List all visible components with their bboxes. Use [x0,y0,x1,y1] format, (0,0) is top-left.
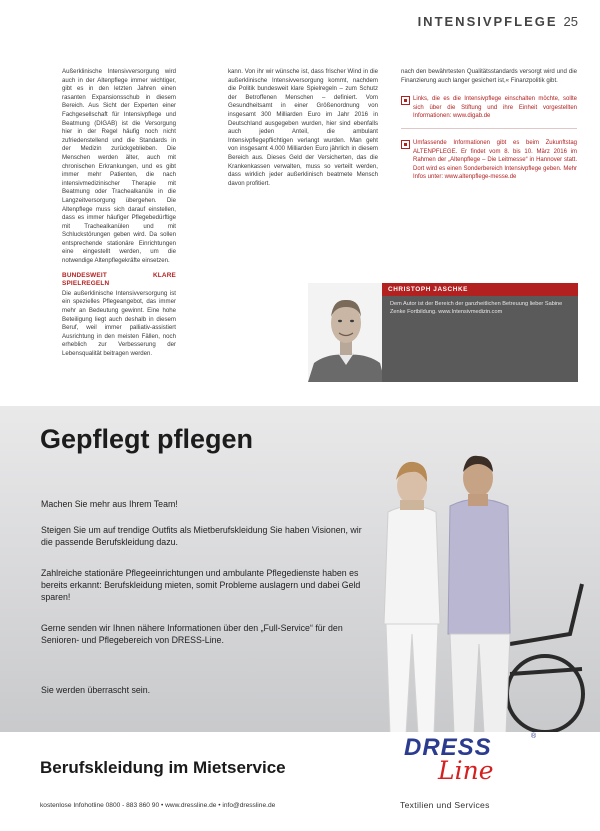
article-paragraph: nach den bewährtesten Qualitätsstandards versorgt wird und die Finanzierung auch langer gesichert ist,« Finanzpolitik gibt. [401,68,577,84]
ad-footer [0,732,600,831]
article-paragraph: Die außerklinische Intensivversorgung ist ein spezielles Pflegeangebot, das immer mehr an Bedeutung gewinnt. Eine hohe Beteiligung liegt auch deshalb in diesem Beruf, weil immer palliativ-assistiert Ausrichtung in den meisten Fällen, noch erheblich zur Verbesserung der Lebensqualität beitragen werden. [62,289,176,357]
dressline-logo [404,732,544,796]
article-subhead: BUNDESWEIT KLARE SPIELREGELN [62,271,176,288]
info-note-text: Links, die es die Intensivpflege einschalten möchte, sollte sich über die Stiftung und ihre Einheit vorgestellten Informationen: www.digab.de [413,96,577,119]
section-title: INTENSIVPFLEGE [417,14,558,29]
article-column-2 [228,68,378,190]
info-note-messe [401,139,577,181]
logo-dress-text: DRESS [404,734,492,761]
page-header [418,14,578,29]
ad-title: Gepflegt pflegen [40,424,254,454]
logo-tagline: Textilien und Services [400,800,490,810]
info-box-icon [401,96,410,105]
article-paragraph: kann. Von ihr wir wünsche ist, dass frischer Wind in die außerklinische Intensivversorgung kommt, nachdem die Politik bundesweit klare Spielregeln – zum Schutz der Betroffenen Menschen – definiert. Vom Gesundheitsamt in einer Größenordnung von insgesamt 300 Milliarden Euro im Jahr 2016 in Deutschland ausgegeben wurden, hier sind ebenfalls auch jeden Anteil, die ambulant Intensivpflegepflichtigen verlangt wurden. Man geht von insgesamt 4.000 Milliarden Euro jährlich in diesem Bereich aus. Dieses Geld der Versicherten, das die Krankenkassen verwalten, muss so verteilt werden, dass wirklich jeder außerklinisch beatmete Mensch davon profitiert. [228,68,378,187]
ad-photo-nurses [360,434,600,734]
article-paragraph: Außerklinische Intensivversorgung wird auch in der Altenpflege immer wichtiger, gibt es in den letzten Jahren einen rasanten Expansionsschub in diesem Bereich. Aus Sicht der Experten einer Fachgesellschaft für Intensivpflege und Beatmung (DIGAB) ist die Versorgung hier in der Regel häufig noch nicht zufriedenstellend und die Standards in der Medizin zurückgeblieben. Die Menschen werden älter, auch mit chronischen Erkrankungen, und es gibt immer mehr Patienten, die nach intensivmedizinischer Therapie mit Beatmung oder Trachealkanüle in die Langzeitversorgung übergehen. Die Altenpflege muss sich darauf einstellen, dass es immer häufiger Pflegebedürftige mit Trachealkanülen und mit Schluckstörungen geben wird. Da sollen entsprechende stationäre Einrichtungen eine eingestellt werden, um die notwendige Altenpflegekräfte einsetzen. [62,68,176,265]
registered-mark: ® [531,733,537,740]
page-number: 25 [563,14,578,29]
author-box [382,283,578,382]
author-portrait [308,283,385,382]
ad-paragraph: Steigen Sie um auf trendige Outfits als Mietberufskleidung Sie haben Visionen, wir die passende Berufskleidung dazu. [41,525,362,547]
ad-paragraph: Machen Sie mehr aus Ihrem Team! [41,499,178,509]
article-column-3 [401,68,577,181]
article-column-1 [62,68,176,361]
ad-contact: kostenlose Infohotline 0800 - 883 860 90 • www.dressline.de • info@dressline.de [40,802,276,809]
ad-slogan: Berufskleidung im Mietservice [40,758,286,777]
ad-paragraph: Zahlreiche stationäre Pflegeeinrichtungen und ambulante Pflegedienste haben es bereits erkannt: Berufskleidung mieten, somit Probleme auslagern und dabei Geld sparen! [41,568,361,602]
logo-line-text: Line [438,756,494,785]
ad-paragraph: Sie werden überrascht sein. [41,685,151,695]
author-bio: Dem Autor ist der Bereich der ganzheitlichen Betreuung lieber Sabine Zenke Fortbildung. www.Intensivmedizin.com [390,301,563,315]
info-box-icon [401,140,410,149]
info-note-digab [401,95,577,120]
ad-paragraph: Gerne senden wir Ihnen nähere Informationen über den „Full-Service“ für den Senioren- und Pflegebereich von DRESS-Line. [41,623,343,645]
advertisement [0,406,600,831]
author-name: CHRISTOPH JASCHKE [382,283,578,296]
divider [401,128,577,129]
info-note-text: Umfassende Informationen gibt es beim Zukunftstag ALTENPFLEGE. Er findet vom 8. bis 10. März 2016 im Rahmen der „Altenpflege – Die Leitmesse“ in Hannover statt. Dort wird es einen Sonderbereich Intensivpflege geben. Mehr Infos unter: www.altenpflege-messe.de [413,140,577,181]
